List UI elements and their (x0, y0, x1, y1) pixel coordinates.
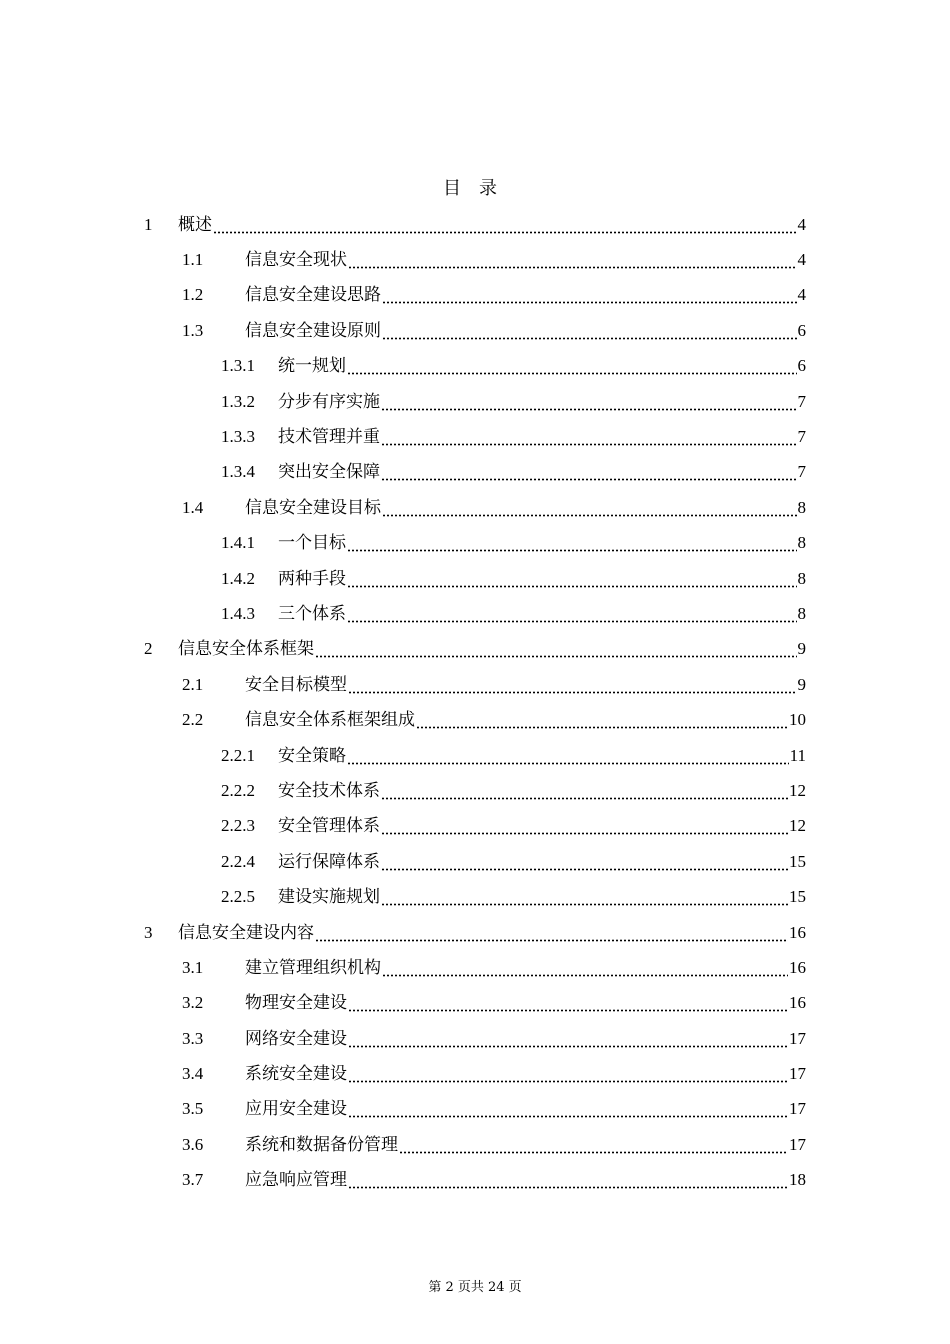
toc-entry-number: 1.4.2 (221, 568, 255, 588)
toc-entry-number: 1.4.3 (221, 603, 255, 623)
toc-entry-page-number: 12 (789, 780, 806, 800)
toc-entry-title: 统一规划 (278, 356, 346, 377)
toc-entry[interactable] (0, 1021, 950, 1056)
toc-entry[interactable] (0, 667, 950, 702)
toc-entry-title: 应用安全建设 (245, 1099, 347, 1120)
toc-entry[interactable] (0, 242, 950, 277)
toc-entry[interactable] (0, 773, 950, 808)
toc-dot-leader (213, 214, 797, 236)
toc-entry-number: 1.4 (182, 497, 204, 517)
toc-entry-number: 3.5 (182, 1099, 204, 1119)
toc-entry[interactable] (0, 278, 950, 313)
toc-entry-number: 2.2.4 (221, 851, 255, 871)
toc-entry-page-number: 18 (789, 1170, 806, 1190)
toc-entry-page-number: 8 (797, 497, 806, 517)
toc-entry-page-number: 16 (789, 922, 806, 942)
toc-dot-leader (347, 532, 797, 554)
toc-entry-number: 1.3.3 (221, 427, 255, 447)
toc-entry-number: 1 (144, 214, 153, 234)
toc-list (0, 207, 950, 1198)
toc-entry-title: 信息安全建设原则 (245, 320, 381, 341)
toc-entry[interactable] (0, 809, 950, 844)
toc-entry-number: 1.3.1 (221, 356, 255, 376)
toc-entry-title: 三个体系 (278, 603, 346, 624)
toc-entry-title: 物理安全建设 (245, 993, 347, 1014)
toc-entry-title: 信息安全体系框架 (178, 639, 314, 660)
toc-entry-page-number: 17 (789, 1028, 806, 1048)
toc-entry-title: 两种手段 (278, 568, 346, 589)
toc-dot-leader (382, 957, 788, 979)
toc-dot-leader (381, 461, 797, 483)
toc-entry-page-number: 8 (797, 603, 806, 623)
toc-dot-leader (315, 922, 788, 944)
toc-entry-title: 安全管理体系 (278, 816, 380, 837)
toc-dot-leader (347, 745, 789, 767)
toc-entry-number: 3 (144, 922, 153, 942)
toc-entry-page-number: 7 (797, 462, 806, 482)
toc-entry-number: 3.4 (182, 1064, 204, 1084)
toc-entry-page-number: 4 (797, 214, 806, 234)
toc-dot-leader (382, 284, 797, 306)
toc-title: 目 录 (443, 178, 497, 199)
toc-entry-number: 3.3 (182, 1028, 204, 1048)
toc-entry-number: 1.4.1 (221, 533, 255, 553)
toc-entry-title: 信息安全现状 (245, 250, 347, 271)
toc-entry-number: 2.2.2 (221, 780, 255, 800)
toc-entry-title: 一个目标 (278, 533, 346, 554)
toc-entry-page-number: 15 (789, 887, 806, 907)
toc-dot-leader (381, 780, 788, 802)
toc-entry-number: 3.7 (182, 1170, 204, 1190)
toc-entry[interactable] (0, 384, 950, 419)
toc-entry-page-number: 10 (789, 710, 806, 730)
toc-entry-title: 分步有序实施 (278, 391, 380, 412)
toc-dot-leader (347, 355, 797, 377)
toc-entry[interactable] (0, 738, 950, 773)
toc-entry-title: 应急响应管理 (245, 1170, 347, 1191)
toc-entry-page-number: 4 (797, 285, 806, 305)
toc-dot-leader (381, 815, 788, 837)
toc-dot-leader (382, 320, 797, 342)
toc-entry-title: 建立管理组织机构 (245, 957, 381, 978)
toc-dot-leader (416, 709, 788, 731)
toc-entry[interactable] (0, 1056, 950, 1091)
toc-entry-page-number: 11 (789, 745, 806, 765)
toc-entry-title: 安全技术体系 (278, 780, 380, 801)
toc-entry-number: 2.2.1 (221, 745, 255, 765)
toc-entry[interactable] (0, 950, 950, 985)
toc-entry-title: 系统和数据备份管理 (245, 1134, 398, 1155)
toc-entry[interactable] (0, 702, 950, 737)
toc-dot-leader (399, 1134, 788, 1156)
toc-dot-leader (315, 638, 797, 660)
toc-entry-title: 突出安全保障 (278, 462, 380, 483)
toc-entry-page-number: 9 (797, 639, 806, 659)
toc-entry-page-number: 7 (797, 427, 806, 447)
toc-entry-number: 2.2.3 (221, 816, 255, 836)
toc-entry[interactable] (0, 879, 950, 914)
toc-entry-title: 信息安全建设目标 (245, 497, 381, 518)
toc-entry-title: 建设实施规划 (278, 887, 380, 908)
toc-entry-title: 系统安全建设 (245, 1064, 347, 1085)
toc-dot-leader (348, 992, 788, 1014)
toc-entry[interactable] (0, 561, 950, 596)
toc-dot-leader (381, 851, 788, 873)
toc-entry-number: 3.1 (182, 957, 204, 977)
toc-entry-title: 概述 (178, 214, 212, 235)
toc-dot-leader (381, 426, 797, 448)
toc-entry[interactable] (0, 526, 950, 561)
toc-entry[interactable] (0, 596, 950, 631)
toc-entry[interactable] (0, 632, 950, 667)
toc-entry[interactable] (0, 1092, 950, 1127)
toc-dot-leader (348, 1098, 788, 1120)
toc-entry[interactable] (0, 844, 950, 879)
toc-entry-title: 信息安全建设思路 (245, 285, 381, 306)
toc-entry-page-number: 8 (797, 568, 806, 588)
page-footer: 第 2 页共 24 页 (428, 1280, 522, 1295)
toc-entry-number: 1.3 (182, 320, 204, 340)
toc-entry-number: 3.2 (182, 993, 204, 1013)
toc-entry-page-number: 4 (797, 250, 806, 270)
toc-entry-page-number: 8 (797, 533, 806, 553)
toc-entry-page-number: 17 (789, 1099, 806, 1119)
toc-entry-page-number: 12 (789, 816, 806, 836)
toc-entry-title: 网络安全建设 (245, 1028, 347, 1049)
toc-entry-page-number: 6 (797, 320, 806, 340)
toc-dot-leader (348, 1169, 788, 1191)
toc-dot-leader (348, 1063, 788, 1085)
toc-dot-leader (381, 391, 797, 413)
toc-entry-number: 1.3.2 (221, 391, 255, 411)
toc-entry[interactable] (0, 1127, 950, 1162)
toc-entry-title: 运行保障体系 (278, 851, 380, 872)
toc-entry-page-number: 6 (797, 356, 806, 376)
toc-entry-number: 2.2.5 (221, 887, 255, 907)
toc-dot-leader (347, 603, 797, 625)
toc-entry-page-number: 17 (789, 1134, 806, 1154)
toc-entry[interactable] (0, 455, 950, 490)
toc-entry-number: 1.2 (182, 285, 204, 305)
toc-entry-page-number: 9 (797, 674, 806, 694)
toc-entry-page-number: 15 (789, 851, 806, 871)
toc-entry-title: 安全目标模型 (245, 674, 347, 695)
toc-entry[interactable] (0, 419, 950, 454)
toc-entry[interactable] (0, 986, 950, 1021)
toc-entry-page-number: 16 (789, 993, 806, 1013)
toc-entry[interactable] (0, 349, 950, 384)
toc-entry-number: 1.1 (182, 250, 204, 270)
toc-entry-number: 2.1 (182, 674, 204, 694)
toc-dot-leader (348, 674, 797, 696)
toc-entry-title: 信息安全建设内容 (178, 922, 314, 943)
toc-entry-page-number: 7 (797, 391, 806, 411)
toc-entry-number: 2.2 (182, 710, 204, 730)
toc-entry-number: 3.6 (182, 1134, 204, 1154)
toc-entry[interactable] (0, 313, 950, 348)
toc-entry[interactable] (0, 207, 950, 242)
toc-entry-number: 1.3.4 (221, 462, 255, 482)
toc-entry[interactable] (0, 915, 950, 950)
toc-entry[interactable] (0, 1163, 950, 1198)
toc-dot-leader (348, 1028, 788, 1050)
toc-entry-page-number: 17 (789, 1064, 806, 1084)
toc-entry-title: 安全策略 (278, 745, 346, 766)
toc-entry-title: 信息安全体系框架组成 (245, 710, 415, 731)
toc-entry-number: 2 (144, 639, 153, 659)
toc-entry-title: 技术管理并重 (278, 427, 380, 448)
toc-dot-leader (347, 568, 797, 590)
toc-dot-leader (382, 497, 797, 519)
toc-entry[interactable] (0, 490, 950, 525)
toc-dot-leader (381, 886, 788, 908)
toc-dot-leader (348, 249, 797, 271)
toc-entry-page-number: 16 (789, 957, 806, 977)
